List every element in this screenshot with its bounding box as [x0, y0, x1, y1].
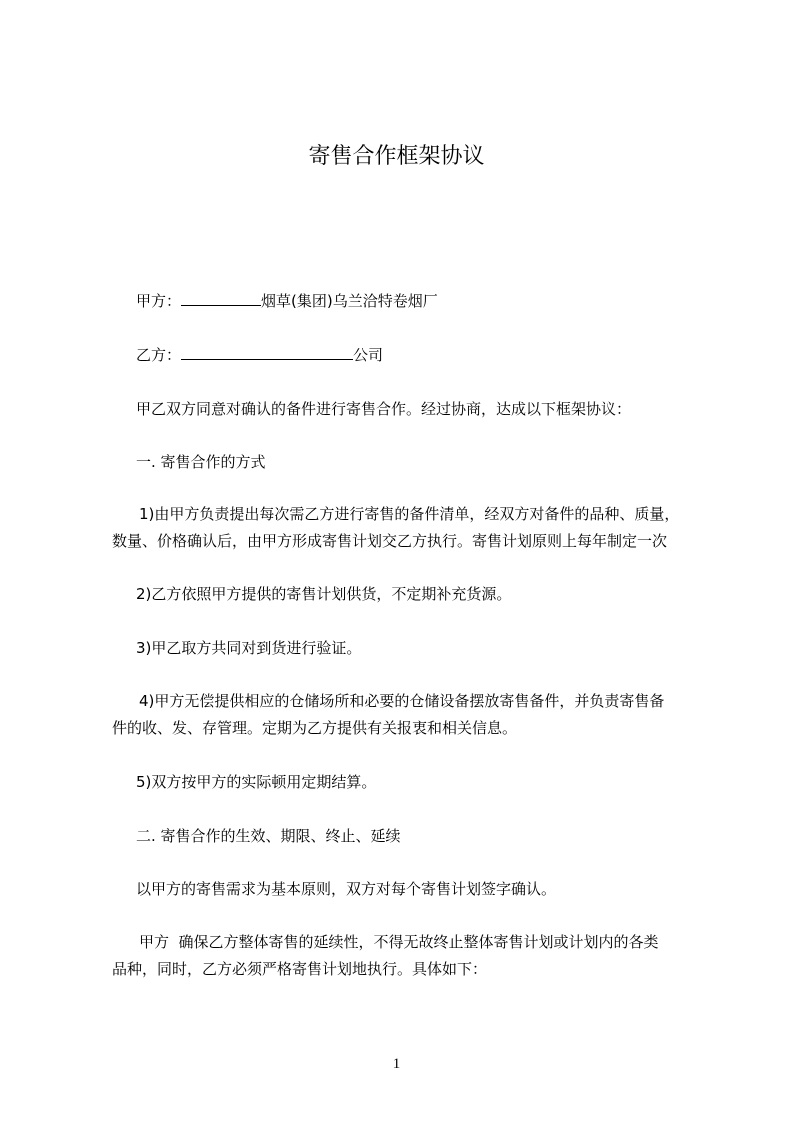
item5: 5)双方按甲方的实际顿用定期结算。 — [136, 773, 377, 791]
document-title: 寄售合作框架协议 — [308, 144, 485, 169]
item2: 2)乙方依照甲方提供的寄售计划供货，不定期补充货源。 — [136, 585, 512, 603]
party-b-blank — [181, 345, 353, 360]
party-b-line — [136, 345, 383, 364]
item3: 3)甲乙取方共同对到货进行验证。 — [136, 639, 362, 657]
party-b-label: 乙方： — [136, 346, 182, 364]
item4-line1: 4)甲方无偿提供相应的仓储场所和必要的仓储设备摆放寄售备件，并负责寄售备 — [139, 692, 665, 710]
party-b-value: 公司 — [353, 346, 384, 364]
section2-paragraph1: 以甲方的寄售需求为基本原则，双方对每个寄售计划签字确认。 — [136, 880, 557, 898]
item1-line2: 数量、价格确认后，由甲方形成寄售计划交乙方执行。寄售计划原则上每年制定一次 — [112, 532, 668, 550]
intro-paragraph: 甲乙双方同意对确认的备件进行寄售合作。经过协商，达成以下框架协议： — [136, 400, 632, 418]
party-a-blank — [181, 291, 261, 306]
page-number: 1 — [392, 1056, 401, 1072]
party-a-label: 甲方： — [136, 292, 182, 310]
section2-heading: 二. 寄售合作的生效、期限、终止、延续 — [136, 827, 401, 845]
section2-paragraph2-line2: 品种，同时，乙方必须严格寄售计划地执行。具体如下： — [112, 960, 488, 978]
section1-heading: 一. 寄售合作的方式 — [136, 453, 266, 471]
party-a-value: 烟草(集团)乌兰洽特卷烟厂 — [261, 292, 438, 310]
item4-line2: 件的收、发、存管理。定期为乙方提供有关报衷和相关信息。 — [112, 719, 518, 737]
item1-line1: 1)由甲方负责提出每次需乙方进行寄售的备件清单，经双方对备件的品种、质量， — [139, 505, 680, 523]
section2-paragraph2-line1: 甲方 确保乙方整体寄售的延续性，不得无故终止整体寄售计划或计划内的各类 — [139, 933, 659, 951]
party-a-line — [136, 291, 438, 310]
